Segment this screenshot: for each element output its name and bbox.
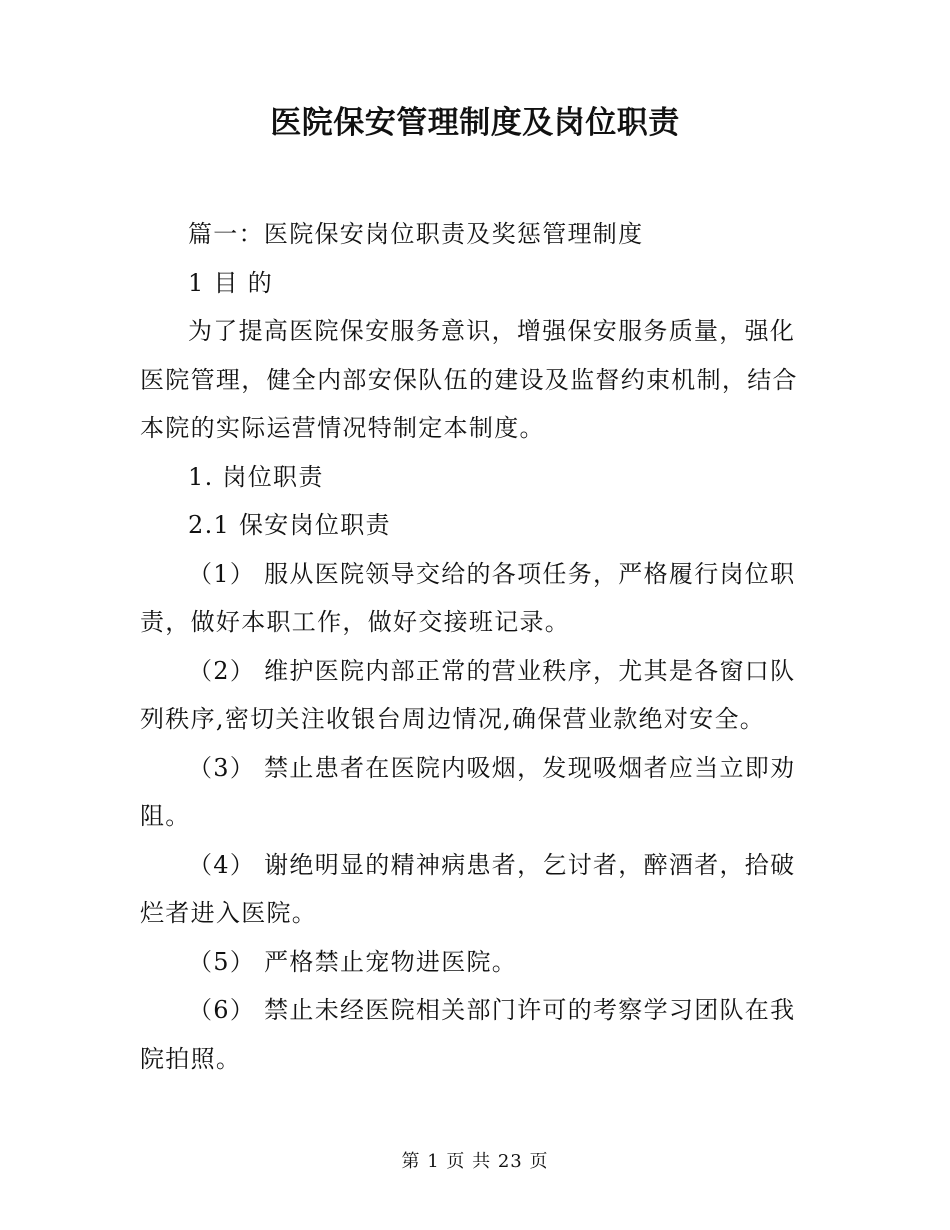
list-item: （2） 维护医院内部正常的营业秩序，尤其是各窗口队列秩序,密切关注收银台周边情况,确保营业款绝对安全。 xyxy=(140,656,796,733)
document-title: 医院保安管理制度及岗位职责 xyxy=(270,105,680,141)
section-heading: 篇一：医院保安岗位职责及奖惩管理制度 xyxy=(188,220,644,248)
document-body xyxy=(140,210,815,1083)
list-item: （3） 禁止患者在医院内吸烟，发现吸烟者应当立即劝阻。 xyxy=(140,753,796,830)
subheading-duties: 1. 岗位职责 xyxy=(188,462,324,491)
list-item: （5） 严格禁止宠物进医院。 xyxy=(188,947,518,976)
list-item: （6） 禁止未经医院相关部门许可的考察学习团队在我院拍照。 xyxy=(140,996,796,1073)
paragraph-purpose: 为了提高医院保安服务意识，增强保安服务质量，强化医院管理，健全内部安保队伍的建设及监督约束机制，结合本院的实际运营情况特制定本制度。 xyxy=(140,317,798,442)
list-item: （1） 服从医院领导交给的各项任务，严格履行岗位职责，做好本职工作，做好交接班记录。 xyxy=(140,559,796,636)
subheading-purpose: 1 目 的 xyxy=(188,268,274,297)
subheading-security-duties: 2.1 保安岗位职责 xyxy=(188,511,391,539)
page-footer: 第 1 页 共 23 页 xyxy=(401,1151,549,1172)
list-item: （4） 谢绝明显的精神病患者，乞讨者，醉酒者，拾破烂者进入医院。 xyxy=(140,850,796,927)
